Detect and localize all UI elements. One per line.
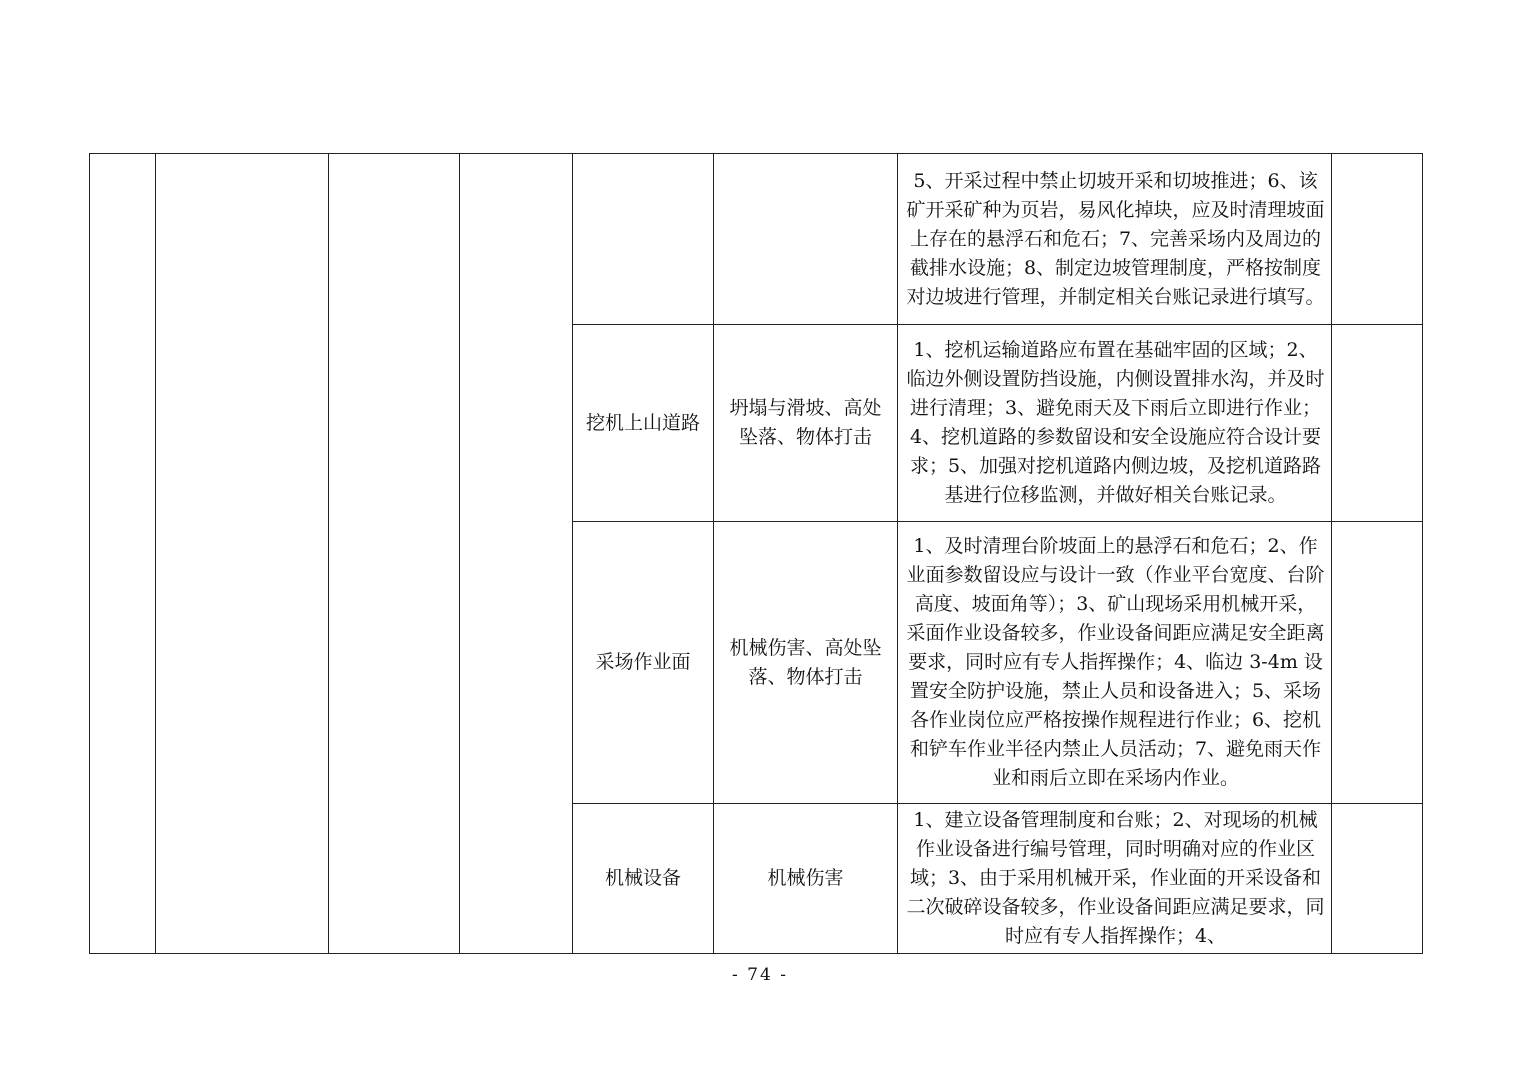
remarks-cell xyxy=(1332,325,1423,522)
col-3-merged-cell xyxy=(329,154,460,954)
measures-cell: 1、及时清理台阶坡面上的悬浮石和危石；2、作业面参数留设应与设计一致（作业平台宽度、台阶高度、坡面角等）；3、矿山现场采用机械开采，采面作业设备较多，作业设备间距应满足安全距离要求，同时应有专人指挥操作；4、临边 3-4m 设置安全防护设施，禁止人员和设备进入；5、采场各作业岗位应严格按操作规程进行作业；6、挖机和铲车作业半径内禁止人员活动；7、避免雨天作业和雨后立即在采场内作业。 xyxy=(898,522,1332,804)
remarks-cell xyxy=(1332,154,1423,325)
page-number: - 74 - xyxy=(732,965,788,985)
remarks-cell xyxy=(1332,522,1423,804)
hazard-cell xyxy=(714,154,898,325)
measures-cell: 5、开采过程中禁止切坡开采和切坡推进；6、该矿开采矿种为页岩，易风化掉块，应及时清理坡面上存在的悬浮石和危石；7、完善采场内及周边的截排水设施；8、制定边坡管理制度，严格按制度对边坡进行管理，并制定相关台账记录进行填写。 xyxy=(898,154,1332,325)
hazard-cell: 坍塌与滑坡、高处坠落、物体打击 xyxy=(714,325,898,522)
site-cell: 挖机上山道路 xyxy=(573,325,714,522)
hazard-cell: 机械伤害、高处坠落、物体打击 xyxy=(714,522,898,804)
site-cell: 机械设备 xyxy=(573,804,714,954)
risk-control-table xyxy=(89,153,1423,954)
measures-cell: 1、建立设备管理制度和台账；2、对现场的机械作业设备进行编号管理，同时明确对应的作业区域；3、由于采用机械开采，作业面的开采设备和二次破碎设备较多，作业设备间距应满足要求，同时应有专人指挥操作；4、 xyxy=(898,804,1332,954)
hazard-cell: 机械伤害 xyxy=(714,804,898,954)
measures-cell: 1、挖机运输道路应布置在基础牢固的区域；2、临边外侧设置防挡设施，内侧设置排水沟，并及时进行清理；3、避免雨天及下雨后立即进行作业；4、挖机道路的参数留设和安全设施应符合设计要求；5、加强对挖机道路内侧边坡，及挖机道路路基进行位移监测，并做好相关台账记录。 xyxy=(898,325,1332,522)
site-cell: 采场作业面 xyxy=(573,522,714,804)
table-row xyxy=(90,154,1423,325)
site-cell xyxy=(573,154,714,325)
col-1-merged-cell xyxy=(90,154,156,954)
col-4-merged-cell xyxy=(460,154,573,954)
remarks-cell xyxy=(1332,804,1423,954)
col-2-merged-cell xyxy=(156,154,329,954)
